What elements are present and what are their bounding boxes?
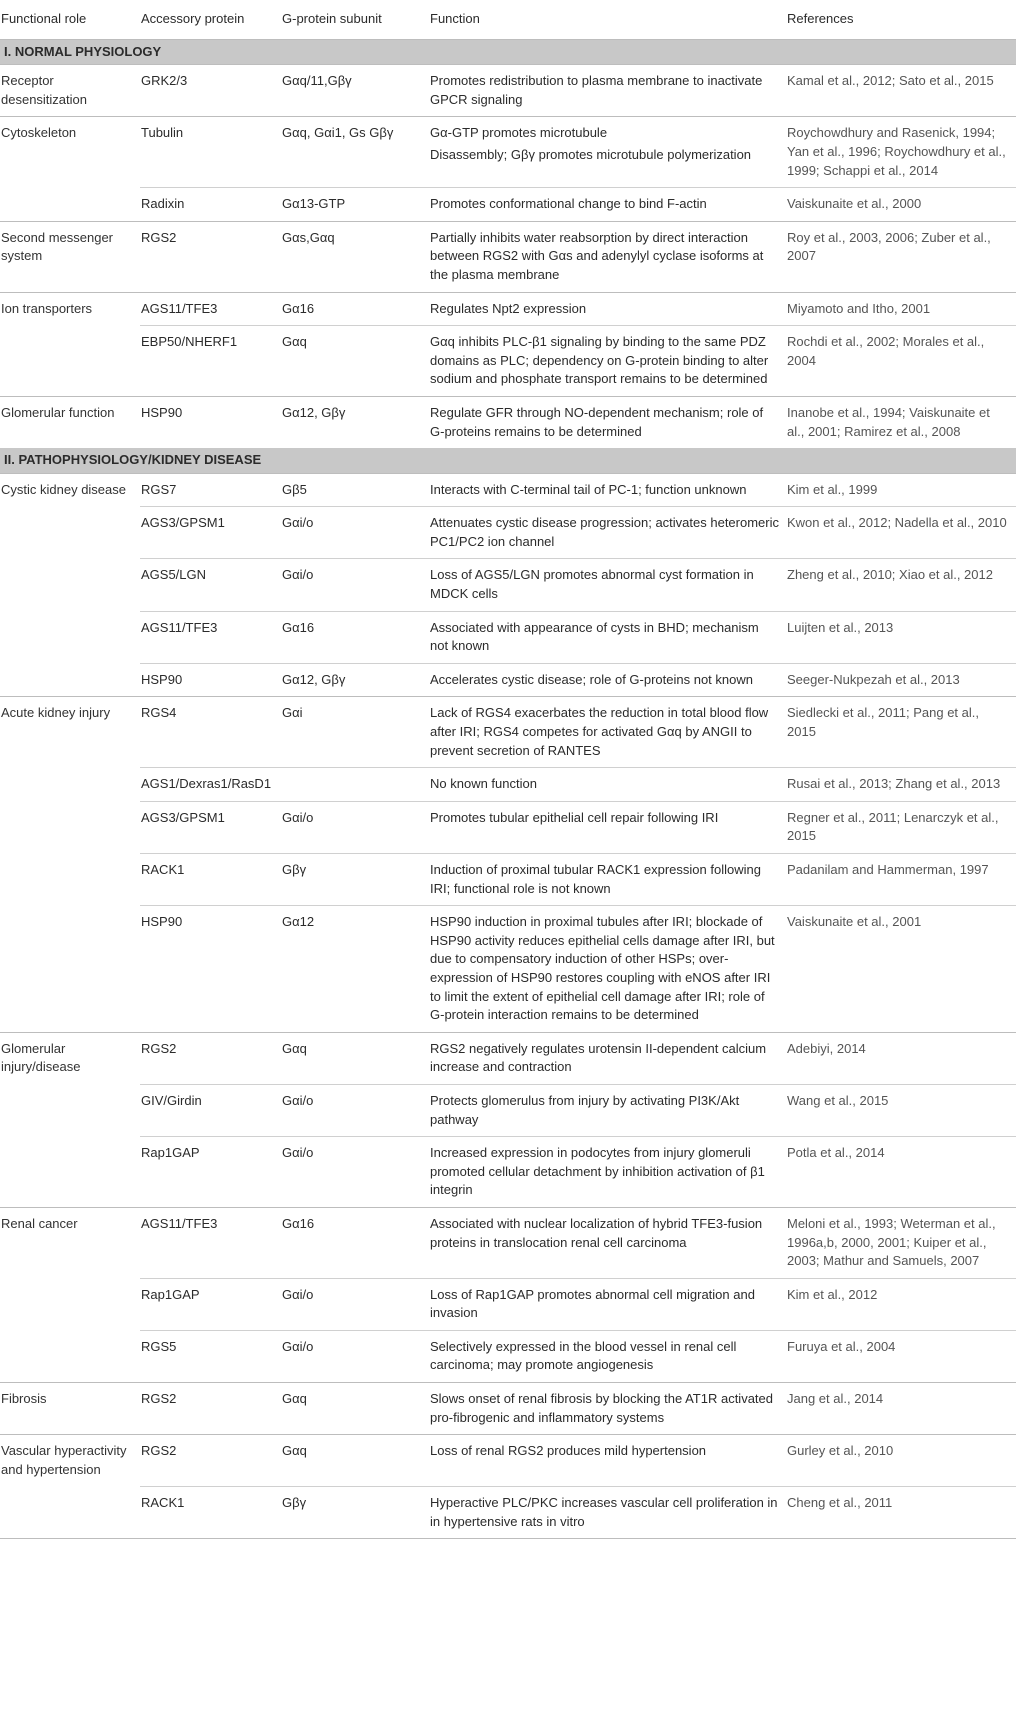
cell-references: Gurley et al., 2010 [786,1435,1016,1487]
cell-references: Regner et al., 2011; Lenarczyk et al., 2015 [786,801,1016,853]
cell-role: Cystic kidney disease [1,481,126,497]
table-row [0,188,1016,222]
cell-protein: HSP90 [140,663,281,697]
cell-references: Furuya et al., 2004 [786,1330,1016,1382]
cell-references: Adebiyi, 2014 [786,1032,1016,1084]
cell-protein: EBP50/NHERF1 [140,326,281,397]
cell-references: Rusai et al., 2013; Zhang et al., 2013 [786,768,1016,802]
cell-function: Hyperactive PLC/PKC increases vascular cell proliferation in in hypertensive rats in vitro [429,1486,786,1538]
cell-role [0,1486,140,1538]
function-line: Disassembly; Gβγ promotes microtubule polymerization [430,146,752,162]
cell-protein: RGS7 [141,481,177,497]
cell-subunit: Gα12 [281,906,429,1033]
table-row [0,559,1016,611]
cell-protein: RACK1 [140,1486,281,1538]
cell-subunit: Gαi/o [281,1278,429,1330]
cell-function: HSP90 induction in proximal tubules after IRI; blockade of HSP90 activity reduces epithelial cells damage after IRI, but due to compensatory induction of other HSPs; over-expression of HSP90 restores coupling with eNOS after IRI to limit the extent of epithelial cell damage after IRI; role of G-protein interaction remains to be determined [429,906,786,1033]
cell-protein: AGS3/GPSM1 [140,801,281,853]
cell-protein: GIV/Girdin [140,1084,281,1136]
cell-references: Kim et al., 1999 [787,481,878,497]
cell-role: Vascular hyperactivity and hypertension [0,1435,140,1487]
cell-references: Vaiskunaite et al., 2000 [786,188,1016,222]
cell-references: Luijten et al., 2013 [786,611,1016,663]
cell-references: Meloni et al., 1993; Weterman et al., 1996a,b, 2000, 2001; Kuiper et al., 2003; Mathur and Samuels, 2007 [786,1207,1016,1278]
cell-function: No known function [429,768,786,802]
cell-function [429,117,786,188]
cell-subunit: Gα12, Gβγ [281,396,429,448]
cell-subunit [281,768,429,802]
table-row [0,1486,1016,1538]
cell-role: Glomerular injury/disease [0,1032,140,1084]
cell-function: Associated with appearance of cysts in BHD; mechanism not known [429,611,786,663]
cell-function: Slows onset of renal fibrosis by blocking the AT1R activated pro-fibrogenic and inflammatory systems [429,1383,786,1435]
cell-function: Selectively expressed in the blood vessel in renal cell carcinoma; may promote angiogenesis [429,1330,786,1382]
cell-role [0,559,140,611]
section-title: II. PATHOPHYSIOLOGY/KIDNEY DISEASE [0,448,1016,473]
section-header [0,39,1016,65]
header-accessory-protein: Accessory protein [140,0,281,39]
cell-function: Loss of AGS5/LGN promotes abnormal cyst formation in MDCK cells [429,559,786,611]
cell-function: Promotes conformational change to bind F-actin [429,188,786,222]
cell-role: Fibrosis [0,1383,140,1435]
header-row [0,0,1016,39]
cell-subunit: Gα16 [281,1207,429,1278]
table-row [0,768,1016,802]
cell-subunit: Gβγ [281,854,429,906]
cell-references: Kim et al., 2012 [786,1278,1016,1330]
cell-subunit: Gα12, Gβγ [281,663,429,697]
cell-protein: Tubulin [140,117,281,188]
cell-role [0,1330,140,1382]
cell-function: Regulate GFR through NO-dependent mechanism; role of G-proteins remains to be determined [429,396,786,448]
cell-role [0,188,140,222]
cell-function: Partially inhibits water reabsorption by direct interaction between RGS2 with Gαs and adenylyl cyclase isoforms at the plasma membrane [429,221,786,292]
cell-role [0,1278,140,1330]
cell-role: Renal cancer [0,1207,140,1278]
table-row [0,1383,1016,1435]
cell-references: Cheng et al., 2011 [786,1486,1016,1538]
cell-subunit: Gα16 [281,292,429,326]
cell-references: Roychowdhury and Rasenick, 1994; Yan et al., 1996; Roychowdhury et al., 1999; Schappi et al., 2014 [786,117,1016,188]
table-row [0,221,1016,292]
cell-references: Kamal et al., 2012; Sato et al., 2015 [786,65,1016,117]
cell-function: Loss of renal RGS2 produces mild hypertension [429,1435,786,1487]
cell-subunit: Gαq [281,1032,429,1084]
cell-role [0,1084,140,1136]
cell-references: Padanilam and Hammerman, 1997 [786,854,1016,906]
table-row [0,801,1016,853]
table-row [0,507,1016,559]
header-function: Function [429,0,786,39]
cell-subunit: Gαi/o [281,801,429,853]
cell-protein: RGS5 [140,1330,281,1382]
cell-subunit: Gαs,Gαq [281,221,429,292]
section-header [0,448,1016,473]
cell-function: Lack of RGS4 exacerbates the reduction in total blood flow after IRI; RGS4 competes for activated Gαq by ANGII to prevent secretion of RANTES [429,697,786,768]
cell-role: Acute kidney injury [0,697,140,768]
cell-protein: AGS11/TFE3 [140,1207,281,1278]
cell-function: Promotes tubular epithelial cell repair following IRI [429,801,786,853]
cell-references: Vaiskunaite et al., 2001 [786,906,1016,1033]
cell-subunit: Gαi/o [281,559,429,611]
cell-protein: HSP90 [140,906,281,1033]
cell-role: Second messenger system [0,221,140,292]
cell-role [0,906,140,1033]
cell-protein: RGS2 [140,1435,281,1487]
cell-role: Receptor desensitization [0,65,140,117]
cell-protein: AGS5/LGN [140,559,281,611]
cell-role: Glomerular function [0,396,140,448]
cell-protein: RGS2 [140,221,281,292]
cell-references: Roy et al., 2003, 2006; Zuber et al., 2007 [786,221,1016,292]
table-row [0,1278,1016,1330]
cell-role [0,768,140,802]
cell-subunit: Gαq [281,1383,429,1435]
cell-references: Seeger-Nukpezah et al., 2013 [786,663,1016,697]
cell-references: Rochdi et al., 2002; Morales et al., 2004 [786,326,1016,397]
cell-subunit: Gαq [281,326,429,397]
cell-role: Ion transporters [0,292,140,326]
table-row [0,854,1016,906]
cell-protein: RACK1 [140,854,281,906]
table-row [0,611,1016,663]
cell-references: Siedlecki et al., 2011; Pang et al., 2015 [786,697,1016,768]
table-row [0,697,1016,768]
table-row [0,396,1016,448]
cell-function: Increased expression in podocytes from injury glomeruli promoted cellular detachment by inhibition activation of β1 integrin [429,1137,786,1208]
cell-references: Potla et al., 2014 [786,1137,1016,1208]
cell-function: Interacts with C-terminal tail of PC-1; function unknown [430,481,747,497]
cell-role [0,801,140,853]
table-row [0,1032,1016,1084]
cell-subunit: Gβ5 [282,481,307,497]
cell-subunit: Gαq/11,Gβγ [281,65,429,117]
cell-protein: AGS3/GPSM1 [140,507,281,559]
table-row [0,1435,1016,1487]
cell-subunit: Gαi/o [281,1330,429,1382]
table-row [0,663,1016,697]
cell-references: Zheng et al., 2010; Xiao et al., 2012 [786,559,1016,611]
cell-references: Kwon et al., 2012; Nadella et al., 2010 [786,507,1016,559]
header-references: References [786,0,1016,39]
cell-function: Loss of Rap1GAP promotes abnormal cell migration and invasion [429,1278,786,1330]
table-row [0,906,1016,1033]
header-functional-role: Functional role [0,0,140,39]
cell-subunit: Gαq [281,1435,429,1487]
cell-subunit: Gβγ [281,1486,429,1538]
cell-function: Accelerates cystic disease; role of G-proteins not known [429,663,786,697]
table-row [0,1330,1016,1382]
table-row [0,65,1016,117]
cell-subunit: Gαi/o [281,1084,429,1136]
cell-role [0,1137,140,1208]
cell-protein: Rap1GAP [140,1278,281,1330]
cell-protein: Radixin [140,188,281,222]
cell-subunit: Gαi [281,697,429,768]
cell-function: Regulates Npt2 expression [429,292,786,326]
cell-role [0,507,140,559]
cell-function: Induction of proximal tubular RACK1 expression following IRI; functional role is not known [429,854,786,906]
section-title: I. NORMAL PHYSIOLOGY [0,39,1016,65]
cell-references: Wang et al., 2015 [786,1084,1016,1136]
table-row [0,326,1016,397]
table-row [0,473,1016,507]
cell-protein: GRK2/3 [140,65,281,117]
cell-function: Gαq inhibits PLC-β1 signaling by binding to the same PDZ domains as PLC; dependency on G-protein binding to alter sodium and phosphate transport remains to be determined [429,326,786,397]
cell-subunit: Gαq, Gαi1, Gs Gβγ [281,117,429,188]
function-line: Gα-GTP promotes microtubule [430,125,608,141]
cell-role [0,854,140,906]
cell-protein: AGS11/TFE3 [140,611,281,663]
cell-function: RGS2 negatively regulates urotensin II-dependent calcium increase and contraction [429,1032,786,1084]
cell-references: Inanobe et al., 1994; Vaiskunaite et al., 2001; Ramirez et al., 2008 [786,396,1016,448]
cell-function: Promotes redistribution to plasma membrane to inactivate GPCR signaling [429,65,786,117]
cell-role [0,663,140,697]
cell-subunit: Gα13-GTP [281,188,429,222]
cell-protein: RGS2 [140,1383,281,1435]
table-row [0,1207,1016,1278]
cell-function: Associated with nuclear localization of hybrid TFE3-fusion proteins in translocation renal cell carcinoma [429,1207,786,1278]
cell-protein: HSP90 [140,396,281,448]
cell-protein: AGS11/TFE3 [140,292,281,326]
cell-role [0,611,140,663]
table-row [0,117,1016,188]
header-g-protein-subunit: G-protein subunit [281,0,429,39]
table-row [0,1084,1016,1136]
cell-function: Attenuates cystic disease progression; activates heteromeric PC1/PC2 ion channel [429,507,786,559]
cell-references: Jang et al., 2014 [786,1383,1016,1435]
cell-protein: RGS2 [140,1032,281,1084]
cell-subunit: Gαi/o [281,507,429,559]
cell-subunit: Gαi/o [281,1137,429,1208]
cell-function: Protects glomerulus from injury by activating PI3K/Akt pathway [429,1084,786,1136]
table-row [0,292,1016,326]
cell-protein: AGS1/Dexras1/RasD1 [140,768,281,802]
cell-subunit: Gα16 [281,611,429,663]
cell-references: Miyamoto and Itho, 2001 [786,292,1016,326]
cell-protein: RGS4 [140,697,281,768]
cell-protein: Rap1GAP [140,1137,281,1208]
cell-role: Cytoskeleton [0,117,140,188]
table-row [0,1137,1016,1208]
cell-role [0,326,140,397]
